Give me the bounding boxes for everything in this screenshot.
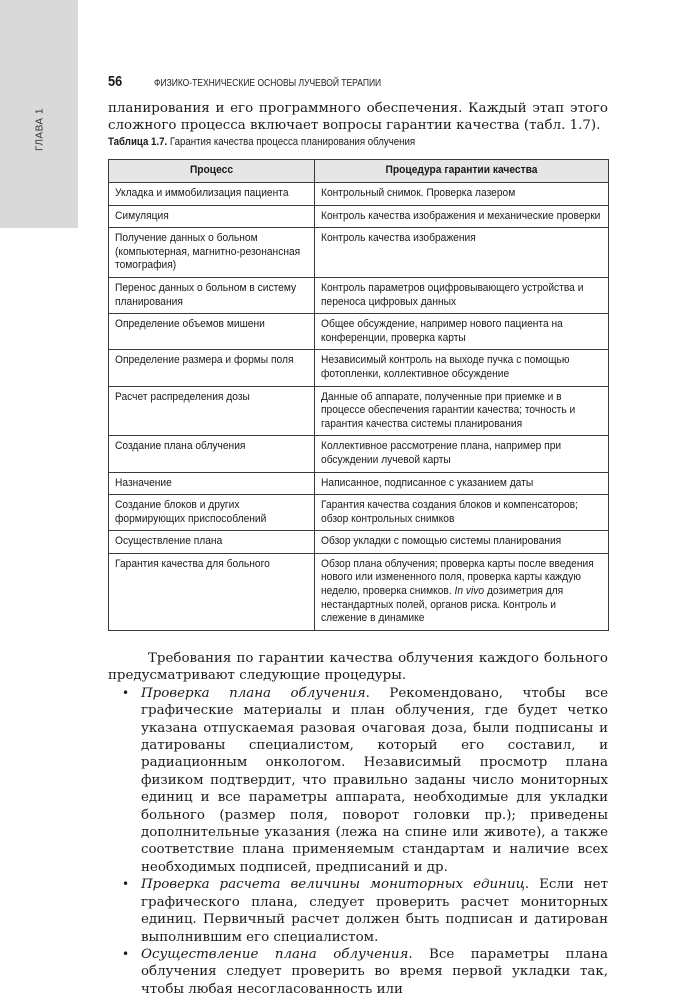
cell-procedure: Данные об аппарате, полученные при приемке и в процессе обеспечения гарантии качества; точность и гарантия качества системы планирования: [315, 386, 609, 436]
cell-process: Перенос данных о больном в систему планирования: [109, 277, 315, 313]
bullet-icon: •: [122, 877, 130, 892]
cell-process: Определение размера и формы поля: [109, 350, 315, 386]
bullet-text: . Рекомендовано, чтобы все графические материалы и план облучения, где будет четко указана отпускаемая разовая очаговая доза, были подписаны и датированы специалистом, который его составил, и радиационным онкологом. Независимый просмотр плана физиком подтвердит, что правильно заданы число мониторных единиц и все параметры аппарата, необходимые для укладки больного (размер поля, поворот головки пр.); приведены дополнительные указания (лежа на спине или животе), а также соответствие плана применяемым стандартам и наличие всех необходимых подписей, предписаний и др.: [141, 685, 609, 875]
table-row: [109, 228, 609, 278]
table-caption-text: Гарантия качества процесса планирования облучения: [167, 136, 416, 148]
bullet-lead: Осуществление плана облучения: [141, 946, 409, 962]
cell-procedure: Гарантия качества создания блоков и компенсаторов; обзор контрольных снимков: [315, 495, 609, 531]
table-row: [109, 314, 609, 350]
table-header-row: [109, 160, 609, 183]
cell-procedure: Написанное, подписанное с указанием даты: [315, 472, 609, 495]
cell-process: Гарантия качества для больного: [109, 553, 315, 630]
cell-procedure: Контрольный снимок. Проверка лазером: [315, 183, 609, 206]
cell-procedure: Контроль качества изображения: [315, 228, 609, 278]
cell-process: Симуляция: [109, 205, 315, 228]
bullet-text: . Если нет графического плана, следует проверить расчет мониторных единиц. Первичный расчет должен быть подписан и датирован выполнившим его специалистом.: [141, 877, 608, 945]
page-number: 56: [108, 73, 123, 90]
table-row: [109, 436, 609, 472]
bullet-lead: Проверка расчета величины мониторных единиц: [141, 877, 525, 893]
cell-procedure: Контроль параметров оцифровывающего устройства и переноса цифровых данных: [315, 277, 609, 313]
table-row: [109, 531, 609, 554]
bullet-icon: •: [122, 946, 130, 961]
chapter-side-tab: [0, 0, 78, 228]
table-row: [109, 183, 609, 206]
requirements-paragraph: Требования по гарантии качества облучения каждого больного предусматривают следующие процедуры.: [108, 651, 608, 684]
cell-procedure: Независимый контроль на выходе пучка с помощью фотопленки, коллективное обсуждение: [315, 350, 609, 386]
list-item: [108, 876, 608, 946]
list-item: [108, 685, 608, 876]
table-caption: [108, 136, 608, 148]
cell-process: Определение объемов мишени: [109, 314, 315, 350]
table-caption-label: Таблица 1.7.: [108, 136, 168, 148]
bullet-text: . Все параметры плана облучения следует проверить во время первой укладки так, чтобы любая несогласованность или: [141, 946, 608, 997]
running-title: ФИЗИКО-ТЕХНИЧЕСКИЕ ОСНОВЫ ЛУЧЕВОЙ ТЕРАПИИ: [154, 78, 382, 89]
chapter-label: ГЛАВА 1: [34, 108, 46, 152]
cell-process: Расчет распределения дозы: [109, 386, 315, 436]
table-row: [109, 277, 609, 313]
cell-procedure: Контроль качества изображения и механические проверки: [315, 205, 609, 228]
table-row: [109, 350, 609, 386]
table-row: [109, 495, 609, 531]
cell-process: Создание блоков и других формирующих приспособлений: [109, 495, 315, 531]
list-item: [108, 946, 608, 998]
table-row: [109, 472, 609, 495]
cell-process: Назначение: [109, 472, 315, 495]
cell-procedure: Обзор плана облучения; проверка карты после введения нового или измененного поля, проверка карты каждую неделю, проверка снимков. In vivo дозиметрия для нестандартных полей, органов риска. Контроль и слежение в динамике: [315, 553, 609, 630]
cell-procedure: Коллективное рассмотрение плана, например при обсуждении лучевой карты: [315, 436, 609, 472]
bullet-icon: •: [122, 685, 130, 700]
table-row: [109, 205, 609, 228]
column-header-procedure: Процедура гарантии качества: [315, 160, 609, 183]
cell-procedure: Общее обсуждение, например нового пациента на конференции, проверка карты: [315, 314, 609, 350]
procedure-list: [108, 685, 608, 998]
bullet-lead: Проверка плана облучения: [141, 685, 366, 701]
qa-table: [108, 159, 609, 631]
column-header-process: Процесс: [109, 160, 315, 183]
cell-process: Получение данных о больном (компьютерная, магнитно-резонансная томография): [109, 228, 315, 278]
cell-process: Создание плана облучения: [109, 436, 315, 472]
intro-paragraph: планирования и его программного обеспечения. Каждый этап этого сложного процесса включает вопросы гарантии качества (табл. 1.7).: [108, 101, 608, 134]
cell-procedure: Обзор укладки с помощью системы планирования: [315, 531, 609, 554]
italic-term: In vivo: [454, 585, 485, 598]
table-row: [109, 386, 609, 436]
cell-process: Осуществление плана: [109, 531, 315, 554]
cell-process: Укладка и иммобилизация пациента: [109, 183, 315, 206]
lower-text: [108, 650, 608, 998]
table-row: [109, 553, 609, 630]
running-head: [108, 73, 608, 93]
